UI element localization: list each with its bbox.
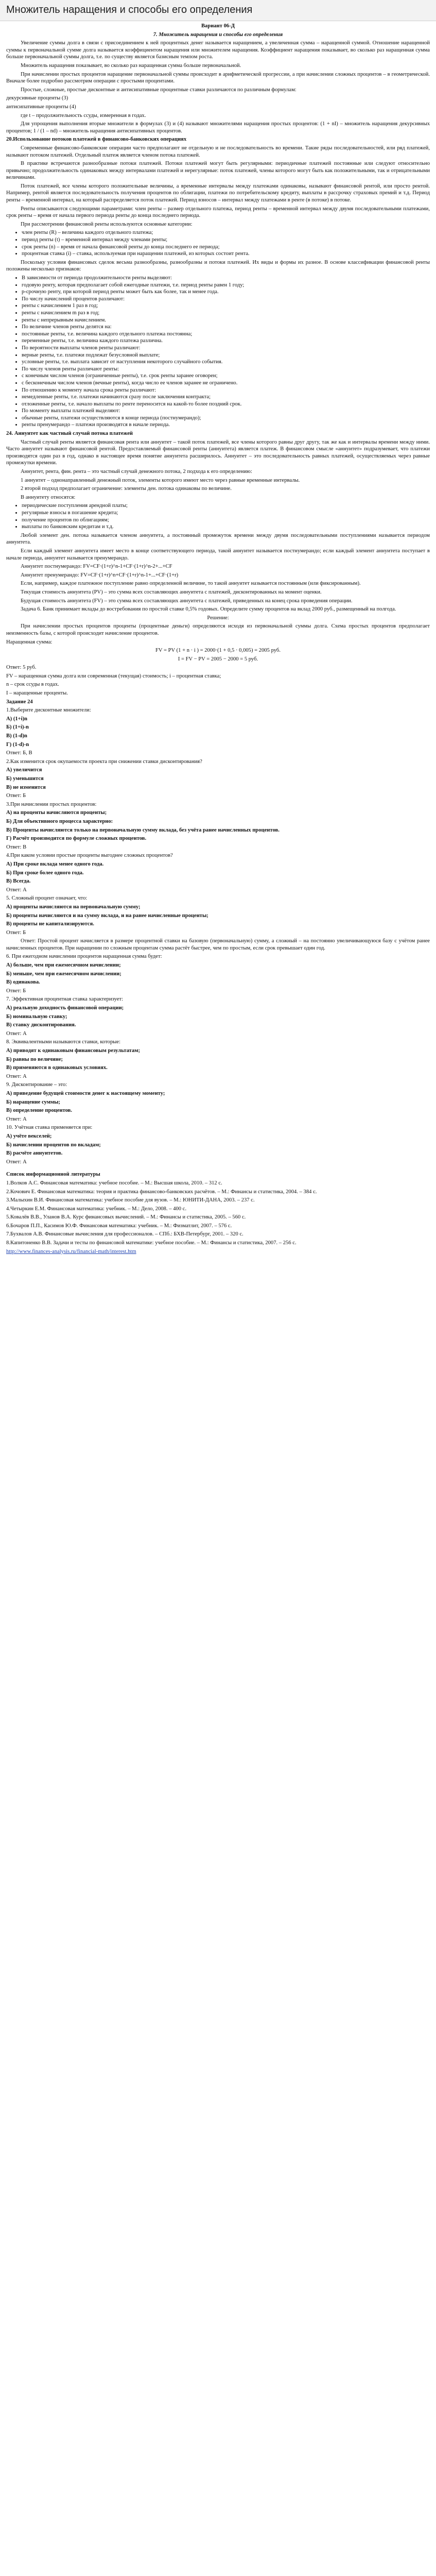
paragraph: В практике встречаются разнообразные потоки платежей. Потоки платежей могут быть регулярными: периодичные платежей постоянные или следуют относительно привычно; продолжительность одинаковых между интервалами платежей и нерегулярные: поток платежей, члены которого могут быть как положительными, так и отрицательными величинами.	[6, 161, 430, 181]
paragraph: Частный случай ренты является финансовая рента или аннуитет – такой поток платежей, все члены которого равны друг другу, так же как и интервалы времени между ними. Часто аннуитет называют финансовой рентой. Предоставляемый финансовой ренты (аннуитета) является платеж. В финансовом смысле «аннуитет» подразумевает, что платежи производятся один раз в год, однако в настоящее время понятие аннуитета расширилось. Аннуитет – это последовательность равных платежей, осуществляемых через равные промежутки времени.	[6, 439, 430, 466]
option: В) определение процентов.	[6, 1108, 73, 1114]
option: Б) наращение суммы;	[6, 1099, 60, 1105]
paragraph: 2 второй подход предполагает ограничение: элементы ден. потока одинаковы по величине.	[21, 486, 232, 492]
question: 3.При начислении простых процентов:	[6, 801, 97, 807]
list-item: • периодические поступления арендной платы;	[22, 502, 430, 510]
option: В) (1-d)n	[6, 733, 27, 739]
paragraph: При начислении простых процентов наращение первоначальной суммы происходит в арифметической прогрессии, а при начислении сложных процентов – в геометрической. Вначале более подробно рассмотрим операции с простыми процентами.	[6, 71, 430, 84]
paragraph: FV – наращенная сумма долга или современная (текущая) стоимость; i – процентная ставка;	[6, 673, 221, 679]
paragraph: 1 аннуитет – однонаправленный денежный поток, элементы которого имеют место через равные временные интервалы.	[21, 477, 300, 483]
bullet-list	[6, 275, 430, 429]
question: 10. Учётная ставка применяется при:	[6, 1125, 93, 1131]
option: А) больше, чем при ежемесячном начислении;	[6, 962, 121, 969]
option: А) приведение будущей стоимости денег к настоящему моменту;	[6, 1090, 165, 1096]
option: В) одинакова.	[6, 979, 40, 986]
list-item: • По вероятности выплаты членов ренты различают:	[22, 345, 430, 352]
option: Б) уменьшится	[6, 776, 44, 782]
paragraph: Поскольку условия финансовых сделок весьма разнообразны, разнообразны и потоки платежей. Их виды и формы их разное. В основе классификации финансовой ренты положены несколько признаков:	[6, 259, 430, 273]
answer: Ответ: А	[6, 1116, 27, 1122]
list-item: • условные ренты, т.е. выплата зависит от наступления некоторого случайного события.	[22, 359, 430, 366]
option: Б) (1+i)-n	[6, 724, 29, 731]
list-item: • период ренты (t) – временной интервал между членами ренты;	[22, 236, 430, 244]
option: А) реальную доходность финансовой операции;	[6, 1005, 124, 1011]
list-item: • с конечным числом членов (ограниченные ренты), т.е. срок ренты заранее оговорен;	[22, 372, 430, 380]
paragraph: Простые, сложные, простые дисконтные и антисипативные процентные ставки различаются по различным формулам:	[21, 87, 297, 93]
list-item: • По величине членов ренты делятся на:	[22, 324, 430, 331]
option: А) (1+i)n	[6, 716, 28, 722]
reference-link[interactable]: http://www.finances-analysis.ru/financial-math/interest.htm	[6, 1248, 136, 1255]
formula: антисипативные проценты (4)	[6, 104, 76, 110]
paragraph: Задача 6. Банк принимает вклады до востребования по простой ставке 0,5% годовых. Определите сумму процентов на вклад 2000 руб., размещенный на полгода.	[21, 606, 396, 613]
paragraph: I – наращенные проценты.	[6, 690, 68, 697]
paragraph: Ответ: Простой процент начисляется в размере процентной ставки на базовую (первоначальную) сумму, а сложный – на постоянно увеличивающуюся базу с учётом ранее начисленных процентов. При наращении по сложным процентам сумма растёт быстрее, чем по простым, если срок превышает один год.	[6, 938, 430, 951]
answer: Ответ: 5 руб.	[6, 665, 37, 671]
list-item: • p-срочную ренту, при которой период ренты может быть как более, так и менее года.	[22, 289, 430, 296]
question: 1.Выберите дисконтные множители:	[6, 707, 91, 714]
option: Г) Расчёт производится по формуле сложных процентов.	[6, 836, 147, 842]
document-body	[6, 23, 430, 2576]
page-title: Множитель наращения и способы его определения	[6, 4, 253, 15]
paragraph: Современные финансово-банковские операции часто предполагают не отдельную и не последовательность во времени. Такие ряды последовательностей, или ряд платежей, называют потоком платежей. Отдельный платеж является членом потока платежей.	[6, 145, 430, 158]
question: 7. Эффективная процентная ставка характеризует:	[6, 996, 124, 1003]
paragraph: При рассмотрении финансовой ренты используются основные категории:	[21, 221, 193, 227]
list-item: • обычные ренты, платежи осуществляются в конце периода (постнумерандо);	[22, 415, 430, 422]
option: А) увеличится	[6, 767, 42, 773]
option: Б) При сроке более одного года.	[6, 870, 84, 876]
list-item: • постоянные ренты, т.е. величина каждого отдельного платежа постоянна;	[22, 331, 430, 338]
reference-item: 2.Кочович Е. Финансовая математика: теория и практика финансово-банковских расчётов. – М.: Финансы и статистика, 2004. – 384 с.	[6, 1189, 317, 1195]
paragraph: В аннуитету относятся:	[21, 494, 76, 500]
section-heading: Задание 24	[6, 699, 33, 705]
option: Б) номинальную ставку;	[6, 1013, 67, 1020]
reference-item: 3.Малыхин В.И. Финансовая математика: учебное пособие для вузов. – М.: ЮНИТИ-ДАНА, 2003. – 237 с.	[6, 1197, 255, 1204]
list-item: • годовую ренту, которая предполагает собой ежегодные платежи, т.е. период ренты равен 1 году;	[22, 282, 430, 289]
list-item: • процентная ставка (i) – ставка, используемая при наращении платежей, из которых состоит рента.	[22, 250, 430, 258]
question: 9. Дисконтирование – это:	[6, 1082, 67, 1088]
list-item: • член ренты (R) – величина каждого отдельного платежа;	[22, 229, 430, 236]
paragraph: Будущая стоимость аннуитета (FV) – это сумма всех составляющих аннуитета с платежей, приведенных на конец срока проведения операции.	[21, 598, 353, 604]
question: 2.Как изменится срок окупаемости проекта при снижении ставки дисконтирования?	[6, 758, 202, 765]
list-item: • ренты пренумерандо – платежи производятся в начале периода.	[22, 421, 430, 429]
paragraph: Для упрощения выполнения вторые множители в формулах (3) и (4) называют множителями наращения простых процентов: (1 + nI) – множитель наращения декурсивных процентов; 1 / (1 – nd) – множитель наращения антисипативных процентов.	[6, 121, 430, 134]
section-heading: 24. Аннуитет как частный случай потока платежей	[6, 431, 133, 437]
paragraph: Текущая стоимость аннуитета (PV) – это сумма всех составляющих аннуитета с платежей, дисконтированных на момент оценки.	[21, 589, 322, 595]
option: Б) проценты начисляются и на сумму вклада, и на ранее начисленные проценты;	[6, 912, 208, 919]
option: А) проценты начисляются на первоначальную сумму;	[6, 904, 141, 910]
paragraph: Если, например, каждое платежное поступление равно определенной величине, то такой аннуитет называется постоянным (или фиксированным).	[21, 581, 361, 587]
answer: Ответ: Б, В	[6, 750, 32, 756]
paragraph: Решение:	[207, 615, 229, 621]
list-item: • переменные ренты, т.е. величина каждого платежа различна.	[22, 337, 430, 345]
option: В) применяются в одинаковых условиях.	[6, 1065, 108, 1071]
paragraph: n – срок ссуды в годах.	[6, 682, 59, 688]
list-item: • с бесконечным числом членов (вечные ренты), когда число ее членов заранее не ограничено.	[22, 380, 430, 387]
list-item: • По моменту выплаты платежей выделяют:	[22, 408, 430, 415]
option: В) Всегда.	[6, 878, 31, 885]
section-heading: 20.Использование потоков платежей в финансово-банковских операциях	[6, 137, 187, 143]
paragraph: Ренты описываются следующими параметрами: член ренты – размер отдельного платежа, период ренты – временной интервал между двумя последовательными платежами, срок ренты – время от начала первого периода ренты до конца последнего периода.	[6, 206, 430, 219]
option: В) ставку дисконтирования.	[6, 1022, 76, 1028]
option: В) Проценты начисляются только на первоначальную сумму вклада, без учёта ранее начисленных процентов.	[6, 827, 280, 833]
list-item: • ренты с непрерывным начислением.	[22, 317, 430, 324]
reference-item: 1.Волков А.С. Финансовая математика: учебное пособие. – М.: Высшая школа, 2010. – 312 с.	[6, 1180, 222, 1186]
paragraph: Аннуитет, рента, фин. рента – это частный случай денежного потока, 2 подхода к его определению:	[21, 469, 252, 475]
option: А) При сроке вклада менее одного года.	[6, 861, 104, 867]
reference-item: 8.Капитоненко В.В. Задачи и тесты по финансовой математике: учебное пособие. – М.: Финансы и статистика, 2007. – 256 с.	[6, 1240, 297, 1246]
option: А) учёте векселей;	[6, 1133, 52, 1139]
list-item: • По числу начислений процентов различают:	[22, 296, 430, 303]
option: Б) Для объективного процесса характерно:	[6, 818, 113, 824]
list-item: • По числу членов ренты различают ренты:	[22, 366, 430, 373]
formula: I = FV − PV = 2005 − 2000 = 5 руб.	[178, 656, 258, 662]
reference-item: 6.Бочаров П.П., Касимов Ю.Ф. Финансовая математика: учебник. – М.: Физматлит, 2007. – 576 с.	[6, 1223, 232, 1229]
paragraph: Наращенная сумма:	[6, 639, 53, 645]
reference-item: 7.Бухвалов А.В. Финансовые вычисления для профессионалов. – СПб.: БХВ-Петербург, 2001. – 320 с.	[6, 1231, 243, 1238]
answer: Ответ: А	[6, 887, 27, 893]
list-item: • выплаты по банковским кредитам и т.д.	[22, 523, 430, 531]
bullet-list	[6, 502, 430, 530]
option: А) на проценты начисляются проценты;	[6, 810, 107, 816]
answer: Ответ: В	[6, 844, 27, 850]
paragraph: Увеличение суммы долга в связи с присоединением к ней процентных денег называется наращением, а увеличенная сумма – наращенной суммой. Отношение наращенной суммы к первоначальной сумме долга называется коэффициентом наращения или множителем наращения. Коэффициент наращения показывает, во сколько раз наращенная сумма больше первоначальной суммы долга, т.е. по существу является базисным темпом роста.	[6, 40, 430, 60]
option: Б) меньше, чем при ежемесячном начислении;	[6, 971, 121, 977]
question: 5. Сложный процент означает, что:	[6, 895, 88, 902]
paragraph: где t – продолжительность ссуды, измеренная в годах.	[21, 112, 146, 118]
list-item: • В зависимости от периода продолжительности ренты выделяют:	[22, 275, 430, 282]
answer: Ответ: А	[6, 1030, 27, 1037]
references-heading: Список информационной литературы	[6, 1172, 100, 1178]
list-item: • ренты с начислением 1 раз в год;	[22, 302, 430, 310]
list-item: • отложенные ренты, т.е. начало выплаты по ренте переносится на какой-то более поздний срок.	[22, 401, 430, 408]
page-header	[0, 0, 436, 21]
paragraph: Множитель наращения показывает, во сколько раз наращенная сумма больше первоначальной.	[21, 62, 241, 69]
answer: Ответ: Б	[6, 793, 26, 799]
list-item: • верные ренты, т.е. платежи подлежат безусловной выплате;	[22, 352, 430, 359]
option: Б) начислении процентов по вкладам;	[6, 1142, 101, 1148]
paragraph: Если каждый элемент аннуитета имеет место в конце соответствующего периода, такой аннуитет называется постнумерандо; если каждый элемент аннуитета поступает в начале периода, аннуитет называется пренумерандо.	[6, 548, 430, 561]
question: 8. Эквивалентными называются ставки, которые:	[6, 1039, 121, 1045]
option: В) проценты не капитализируются.	[6, 921, 94, 927]
answer: Ответ: Б	[6, 988, 26, 994]
section-heading: 7. Множитель наращения и способы его определения	[153, 31, 283, 38]
list-item: • По отношению к моменту начала срока ренты различают:	[22, 387, 430, 394]
answer: Ответ: А	[6, 1073, 27, 1079]
formula: Аннуитет пренумерандо: FV=CF·(1+r)^n+CF·(1+r)^n-1+...+CF·(1+r)	[21, 572, 179, 578]
paragraph: Поток платежей, все члены которого положительные величины, а временные интервалы между платежами одинаковы, называют финансовой рентой, или просто рентой. Например, рентой является последовательность получения процентов по облигации, платежи по потребительскому кредиту, выплаты в рассрочку страховых премий и т.д. Период ренты – временной интервал, на который распределяется поток платежей. Период взносов – интервал между платежами в ренте (в потоке) в потоке.	[6, 183, 430, 204]
list-item: • немедленные ренты, т.е. платежи начинаются сразу после заключения контракта;	[22, 394, 430, 401]
paragraph: При начислении простых процентов проценты (процентные деньги) определяются исходя из первоначальной суммы долга. Схема простых процентов предполагает неизменность базы, с которой происходит начисление процентов.	[6, 623, 430, 636]
option: Б) равны по величине;	[6, 1056, 63, 1062]
paragraph: Любой элемент ден. потока называется членом аннуитета, а постоянный промежуток времени между двумя последовательными поступлениями называется периодом аннуитета.	[6, 532, 430, 546]
reference-item: 4.Четыркин Е.М. Финансовая математика: учебник. – М.: Дело, 2008. – 400 с.	[6, 1206, 187, 1212]
option: А) приводят к одинаковым финансовым результатам;	[6, 1048, 141, 1054]
list-item: • ренты с начислением m раз в год;	[22, 310, 430, 317]
list-item: • получение процентов по облигациям;	[22, 517, 430, 524]
answer: Ответ: Б	[6, 929, 26, 936]
option: Г) (1-d)-n	[6, 741, 29, 748]
question: 6. При ежегодном начислении процентов наращенная сумма будет:	[6, 954, 162, 960]
question: 4.При каком условии простые проценты выгоднее сложных процентов?	[6, 853, 173, 859]
formula: декурсивные проценты (3)	[6, 95, 68, 101]
bullet-list	[6, 229, 430, 257]
formula: Аннуитет постнумерандо: FV=CF·(1+r)^n-1+CF·(1+r)^n-2+...+CF	[21, 564, 172, 570]
variant-label: Вариант 06-Д	[201, 23, 235, 29]
answer: Ответ: А	[6, 1159, 27, 1165]
option: В) расчёте аннуитетов.	[6, 1150, 63, 1157]
list-item: • регулярные взносы в погашение кредита;	[22, 510, 430, 517]
formula: FV = PV (1 + n · i ) = 2000·(1 + 0,5 · 0,005) = 2005 руб.	[155, 648, 281, 654]
option: В) не изменится	[6, 784, 46, 790]
reference-item: 5.Ковалёв В.В., Уланов В.А. Курс финансовых вычислений. – М.: Финансы и статистика, 2005. – 560 с.	[6, 1214, 246, 1221]
list-item: • срок ренты (n) – время от начала финансовой ренты до конца последнего ее периода;	[22, 244, 430, 251]
